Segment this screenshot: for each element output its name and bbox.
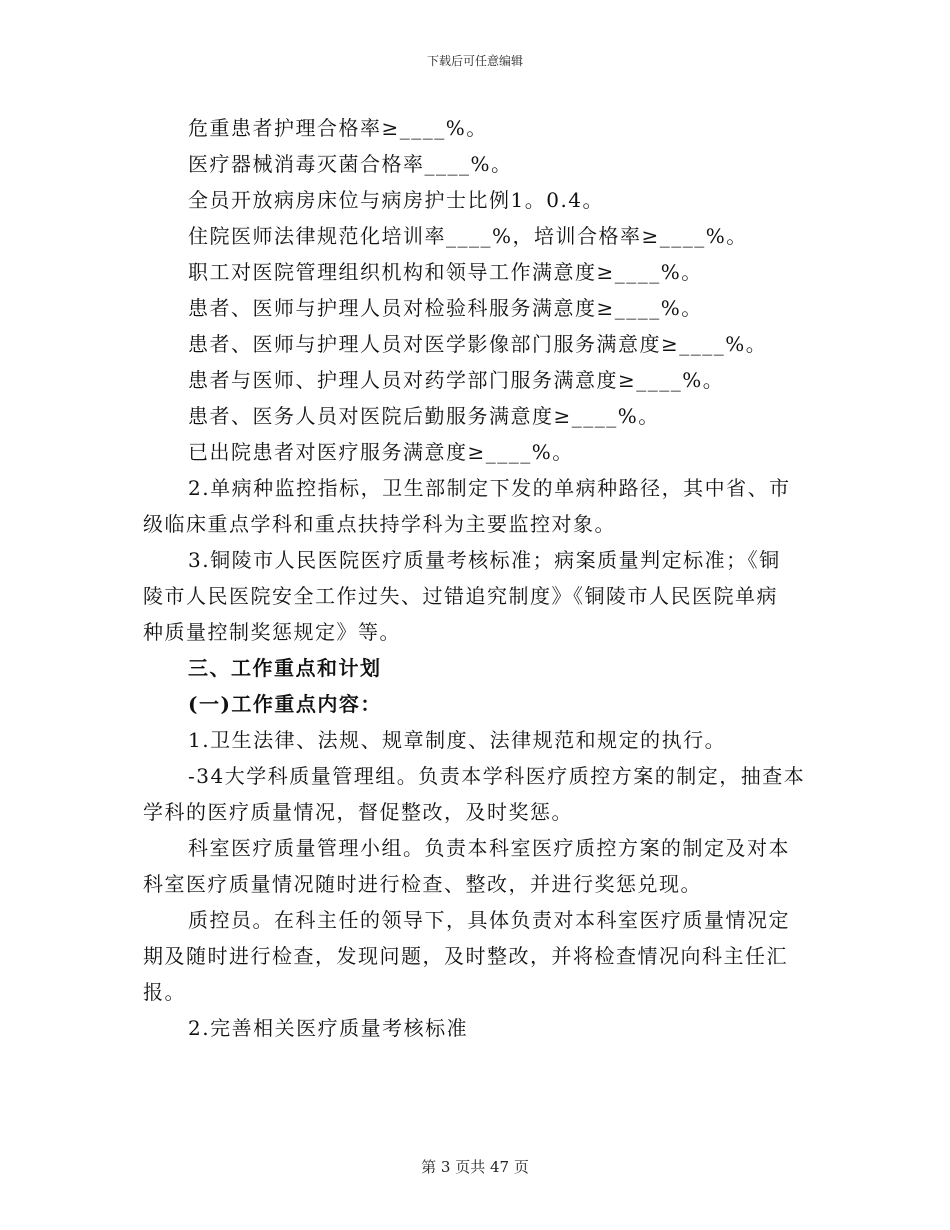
text-line: 1.卫生法律、法规、规章制度、法律规范和规定的执行。: [188, 728, 727, 752]
text-line: 已出院患者对医疗服务满意度≥____%。: [188, 440, 574, 464]
text-line: 质控员。在科主任的领导下，具体负责对本科室医疗质量情况定: [188, 908, 790, 932]
text-line: 2.单病种监控指标，卫生部制定下发的单病种路径，其中省、市: [188, 476, 791, 500]
text-line: 级临床重点学科和重点扶持学科为主要监控对象。: [143, 512, 616, 536]
page-footer: 第 3 页共 47 页: [421, 1158, 529, 1176]
text-line: 危重患者护理合格率≥____%。: [188, 116, 488, 140]
text-line: 职工对医院管理组织机构和领导工作满意度≥____%。: [188, 260, 703, 284]
text-line: 科室医疗质量情况随时进行检查、整改，并进行奖惩兑现。: [143, 872, 702, 896]
text-line: 全员开放病房床位与病房护士比例1。0.4。: [188, 188, 605, 212]
page-header: 下载后可任意编辑: [426, 54, 523, 68]
text-line: 患者、医师与护理人员对医学影像部门服务满意度≥____%。: [188, 332, 768, 356]
text-line: 报。: [143, 980, 186, 1004]
text-line: 陵市人民医院安全工作过失、过错追究制度》《铜陵市人民医院单病: [143, 584, 778, 608]
text-line: 2.完善相关医疗质量考核标准: [188, 1016, 469, 1040]
text-line: 患者、医师与护理人员对检验科服务满意度≥____%。: [188, 296, 703, 320]
section-heading: 三、工作重点和计划: [188, 656, 382, 680]
text-line: 种质量控制奖惩规定》等。: [143, 620, 401, 644]
text-line: 科室医疗质量管理小组。负责本科室医疗质控方案的制定及对本: [188, 836, 790, 860]
text-line: -34大学科质量管理组。负责本学科医疗质控方案的制定，抽查本: [188, 764, 806, 788]
text-line: 期及随时进行检查，发现问题，及时整改，并将检查情况向科主任汇: [143, 944, 788, 968]
text-line: 学科的医疗质量情况，督促整改，及时奖惩。: [143, 800, 573, 824]
text-line: 患者、医务人员对医院后勤服务满意度≥____%。: [188, 404, 660, 428]
text-line: 3.铜陵市人民医院医疗质量考核标准；病案质量判定标准；《铜: [188, 548, 781, 572]
text-line: 患者与医师、护理人员对药学部门服务满意度≥____%。: [188, 368, 725, 392]
document-body: [143, 110, 813, 1046]
subsection-heading: (一)工作重点内容：: [188, 692, 382, 716]
text-line: 医疗器械消毒灭菌合格率____%。: [188, 152, 513, 176]
text-line: 住院医师法律规范化培训率____%，培训合格率≥____%。: [188, 224, 748, 248]
